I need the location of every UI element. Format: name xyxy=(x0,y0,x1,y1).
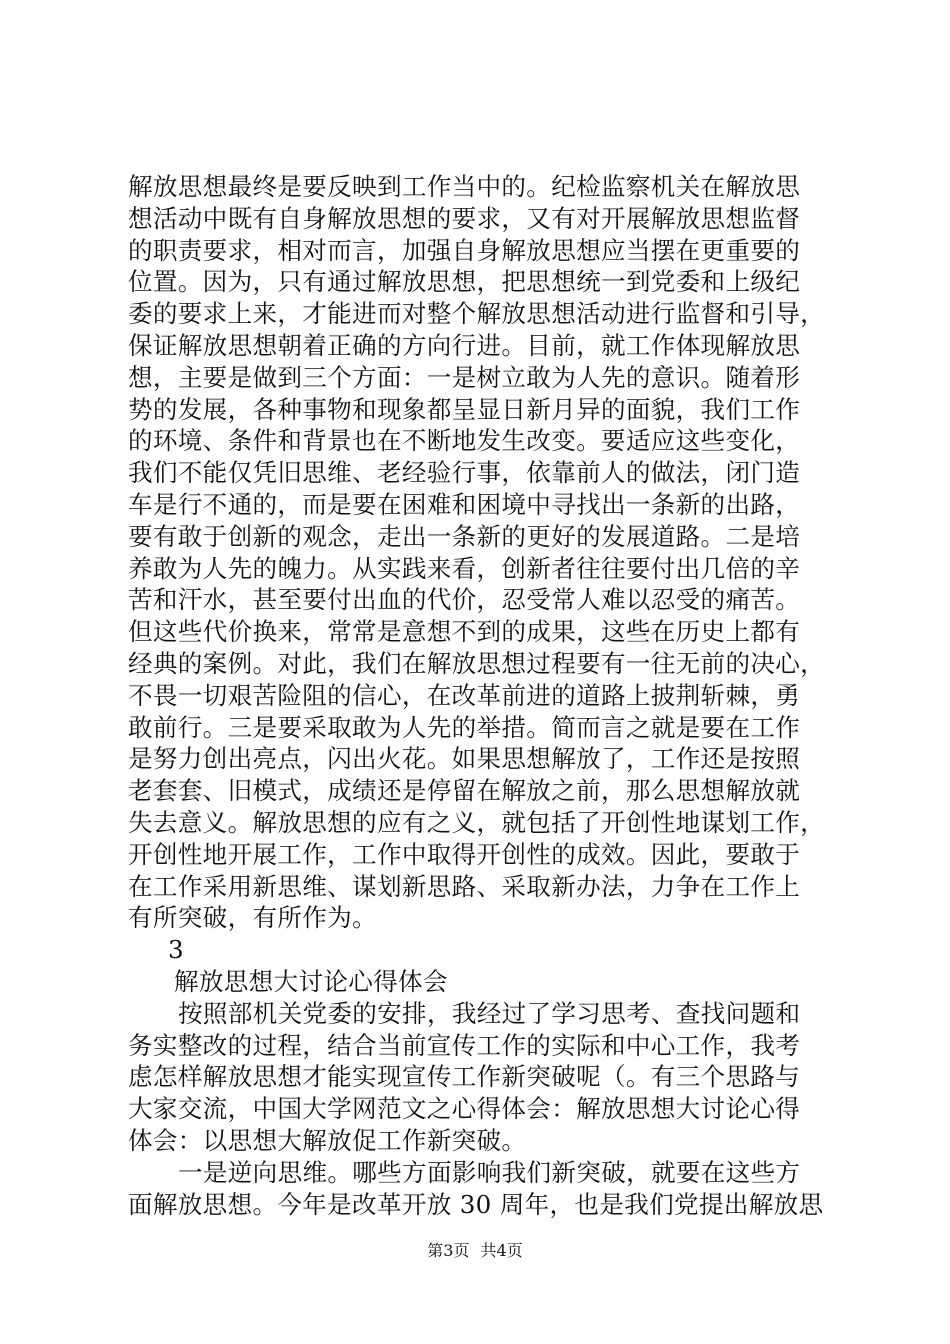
text-line: 虑怎样解放思想才能实现宣传工作新突破呢（。有三个思路与 xyxy=(128,1062,801,1092)
text-line: 的职责要求，相对而言，加强自身解放思想应当摆在更重要的 xyxy=(128,235,801,265)
text-line: 位置。因为，只有通过解放思想，把思想统一到党委和上级纪 xyxy=(128,267,801,297)
text-line: 想活动中既有自身解放思想的要求，又有对开展解放思想监督 xyxy=(128,203,801,233)
text-line: 苦和汗水，甚至要付出血的代价，忍受常人难以忍受的痛苦。 xyxy=(128,585,801,615)
text-line: 养敢为人先的魄力。从实践来看，创新者往往要付出几倍的辛 xyxy=(128,553,801,583)
text-line: 敢前行。三是要采取敢为人先的举措。简而言之就是要在工作 xyxy=(128,712,801,742)
text-line: 车是行不通的，而是要在困难和困境中寻找出一条新的出路， xyxy=(128,489,801,519)
text-line: 在工作采用新思维、谋划新思路、采取新办法，力争在工作上 xyxy=(128,871,801,901)
text-line: 但这些代价换来，常常是意想不到的成果，这些在历史上都有 xyxy=(128,617,801,647)
text-line: 要有敢于创新的观念，走出一条新的更好的发展道路。二是培 xyxy=(128,521,801,551)
text-line: 的环境、条件和背景也在不断地发生改变。要适应这些变化， xyxy=(128,426,801,456)
text-line: 面解放思想。今年是改革开放 30 周年，也是我们党提出解放思 xyxy=(128,1189,824,1219)
text-line: 想，主要是做到三个方面：一是树立敢为人先的意识。随着形 xyxy=(128,362,801,392)
text-line: 按照部机关党委的安排，我经过了学习思考、查找问题和 xyxy=(178,998,801,1028)
text-line: 保证解放思想朝着正确的方向行进。目前，就工作体现解放思 xyxy=(128,330,801,360)
page-total: 共4页 xyxy=(480,1241,523,1260)
text-line: 有所突破，有所作为。 xyxy=(128,903,377,933)
text-line: 体会：以思想大解放促工作新突破。 xyxy=(128,1125,527,1155)
text-line: 是努力创出亮点，闪出火花。如果思想解放了，工作还是按照 xyxy=(128,744,801,774)
text-line: 失去意义。解放思想的应有之义，就包括了开创性地谋划工作， xyxy=(128,807,826,837)
text-line: 我们不能仅凭旧思维、老经验行事，依靠前人的做法，闭门造 xyxy=(128,458,801,488)
section-number: 3 xyxy=(168,935,184,965)
text-line: 不畏一切艰苦险阻的信心，在改革前进的道路上披荆斩棘，勇 xyxy=(128,680,801,710)
text-line: 解放思想最终是要反映到工作当中的。纪检监察机关在解放思 xyxy=(128,172,801,201)
page-number: 第3页 xyxy=(427,1241,470,1260)
text-line: 老套套、旧模式，成绩还是停留在解放之前，那么思想解放就 xyxy=(128,776,801,806)
text-line: 经典的案例。对此，我们在解放思想过程要有一往无前的决心， xyxy=(128,648,826,678)
text-line: 一是逆向思维。哪些方面影响我们新突破，就要在这些方 xyxy=(178,1157,801,1187)
document-body xyxy=(128,171,838,1220)
text-line: 势的发展，各种事物和现象都呈显日新月异的面貌，我们工作 xyxy=(128,394,801,424)
page-footer xyxy=(0,1241,950,1261)
text-line: 大家交流，中国大学网范文之心得体会：解放思想大讨论心得 xyxy=(128,1094,801,1124)
section-title: 解放思想大讨论心得体会 xyxy=(174,966,448,996)
text-line: 开创性地开展工作，工作中取得开创性的成效。因此，要敢于 xyxy=(128,839,801,869)
text-line: 委的要求上来，才能进而对整个解放思想活动进行监督和引导， xyxy=(128,299,826,329)
text-line: 务实整改的过程，结合当前宣传工作的实际和中心工作，我考 xyxy=(128,1030,801,1060)
